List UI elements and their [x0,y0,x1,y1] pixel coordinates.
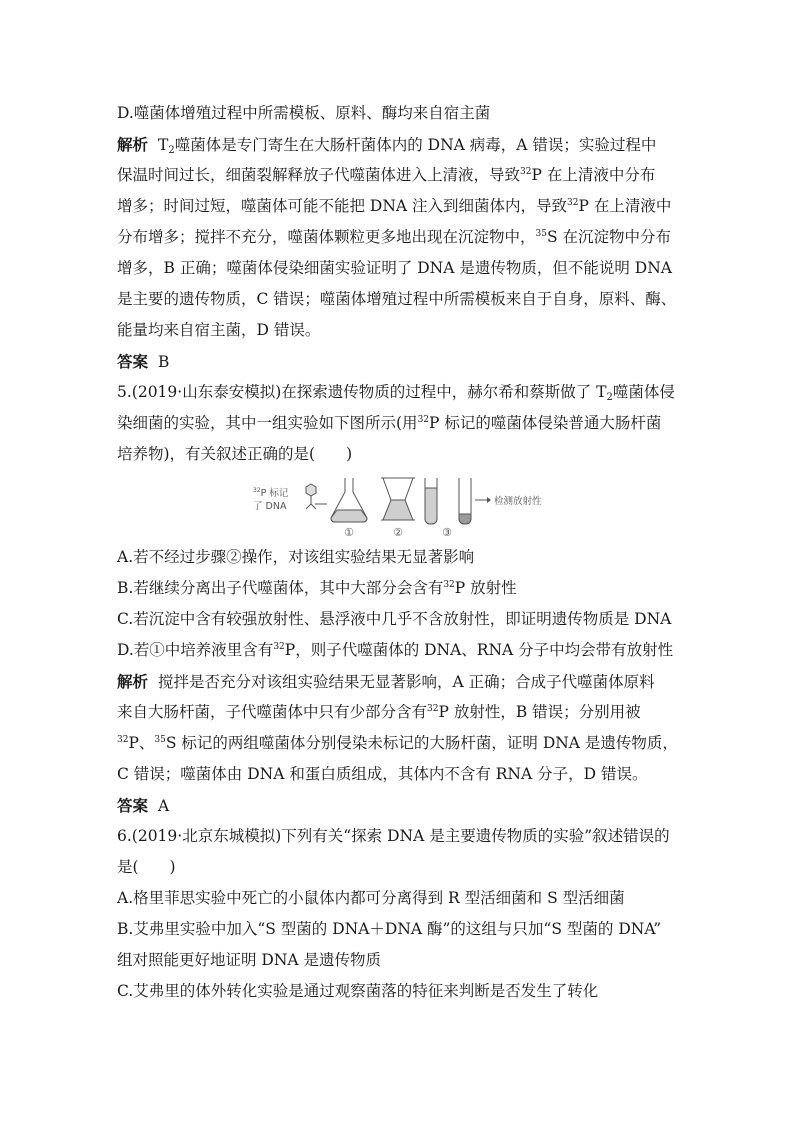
q5-option-a: A.若不经过步骤②操作，对该组实验结果无显著影响 [117,548,475,566]
experiment-diagram [253,474,553,538]
q6-option-c: C.艾弗里的体外转化实验是通过观察菌落的特征来判断是否发生了转化 [117,982,599,1000]
q5-stem-line-1: 5.(2019·山东泰安模拟)在探索遗传物质的过程中，赫尔希和蔡斯做了 $T_2$噬菌体侵 [117,383,675,403]
q5-analysis-line-1: 解析 搅拌是否充分对该组实验结果无显著影响，A 正确；合成子代噬菌体原料 [117,672,655,691]
q5-option-c: C.若沉淀中含有较强放射性、悬浮液中几乎不含放射性，即证明遗传物质是 DNA [117,610,672,628]
q4-option-d: D.噬菌体增殖过程中所需模板、原料、酶均来自宿主菌 [117,104,491,122]
q4-analysis-line-7: 能量均来自宿主菌，D 错误。 [117,321,321,339]
q6-stem-line-2: 是( ) [117,858,176,876]
q5-option-b: B.若继续分离出子代噬菌体，其中大部分会含有$^{32}$P 放射性 [117,579,517,597]
arrow-head-icon [487,497,491,503]
step-1-label: ① [344,526,354,538]
q5-stem-line-2: 染细菌的实验，其中一组实验如下图所示(用$^{32}$P 标记的噬菌体侵染普通大肠杆菌 [117,414,662,432]
q4-analysis-line-1: 解析 $T_2$噬菌体是专门寄生在大肠杆菌体内的 DNA 病毒，A 错误；实验过程中 [117,135,657,156]
answer-label: 答案 [117,796,149,815]
experiment-figure [117,470,679,542]
document-content [117,98,679,1007]
analysis-label: 解析 [117,672,149,691]
step-3-label: ③ [442,526,452,538]
q4-analysis-line-4: 分布增多；搅拌不充分，噬菌体颗粒更多地出现在沉淀物中，$^{35}$S 在沉淀物中分布 [117,228,672,246]
test-tube-icon [459,478,471,524]
q6-stem-line-1: 6.(2019·北京东城模拟)下列有关“探索 DNA 是主要遗传物质的实验”叙述错误的 [117,827,670,845]
test-tube-icon [425,478,437,524]
flask-icon [331,478,367,522]
figure-label-line-1: $^{32}$P 标记 [253,487,289,499]
figure-result-label: 检测放射性 [494,496,542,507]
q6-option-b-line-2: 组对照能更好地证明 DNA 是遗传物质 [117,951,382,969]
answer-label: 答案 [117,352,149,371]
q5-analysis-line-2: 来自大肠杆菌，子代噬菌体中只有少部分含有$^{32}$P 放射性，B 错误；分别用被 [117,703,641,721]
q5-analysis-line-4: C 错误；噬菌体由 DNA 和蛋白质组成，其体内不含有 RNA 分子，D 错误。 [117,765,648,783]
phage-icon [306,484,316,509]
q5-analysis-line-3: $^{32}$P、$^{35}$S 标记的两组噬菌体分别侵染未标记的大肠杆菌，证明 DNA 是遗传物质， [117,734,678,752]
q4-analysis-line-2: 保温时间过长，细菌裂解释放子代噬菌体进入上清液，导致$^{32}$P 在上清液中分布 [117,166,656,184]
q5-answer [117,790,679,821]
blender-icon [381,478,415,520]
q4-analysis-line-5: 增多，B 正确；噬菌体侵染细菌实验证明了 DNA 是遗传物质，但不能说明 DNA [117,259,672,277]
q6-option-a: A.格里菲思实验中死亡的小鼠体内都可分离得到 R 型活细菌和 S 型活细菌 [117,889,625,907]
answer-value: A [158,797,170,815]
step-2-label: ② [393,526,403,538]
figure-label-line-2: 了 DNA [253,501,287,512]
q5-stem-line-3: 培养物)，有关叙述正确的是( ) [117,445,353,463]
q4-analysis-line-3: 增多；时间过短，噬菌体可能不能把 DNA 注入到细菌体内，导致$^{32}$P 在上清液中 [117,197,672,215]
q6-option-b-line-1: B.艾弗里实验中加入“S 型菌的 DNA＋DNA 酶”的这组与只加“S 型菌的 DNA” [117,920,662,938]
answer-value: B [158,353,170,371]
q4-answer [117,346,679,377]
q5-option-d: D.若①中培养液里含有$^{32}$P，则子代噬菌体的 DNA、RNA 分子中均会带有放射性 [117,641,674,659]
q4-analysis-line-6: 是主要的遗传物质，C 错误；噬菌体增殖过程中所需模板来自于自身，原料、酶、 [117,290,677,308]
analysis-label: 解析 [117,135,149,154]
